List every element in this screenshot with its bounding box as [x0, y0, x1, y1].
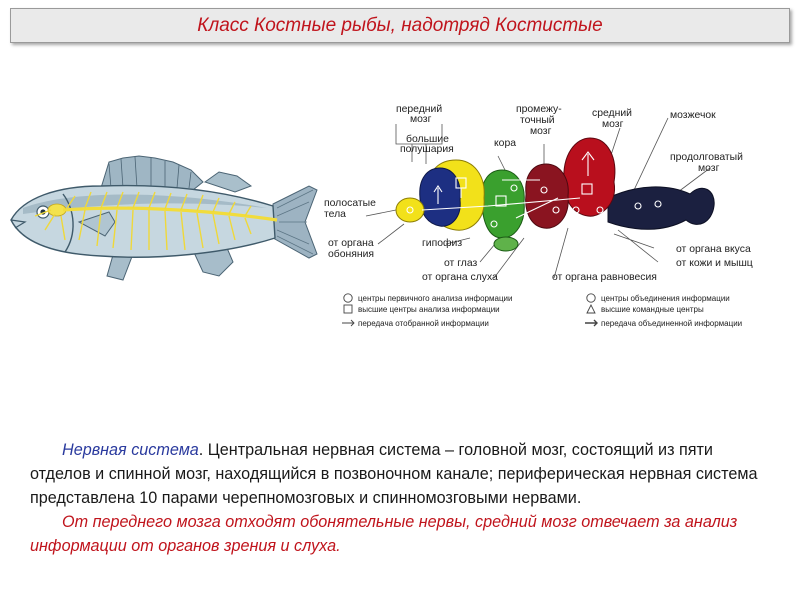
label-from-eyes: от глаз — [444, 258, 478, 269]
legend-integration-centers: центры объединения информации — [601, 294, 730, 303]
label-striatum-1: полосатые — [324, 198, 376, 209]
label-from-hearing: от органа слуха — [422, 272, 498, 283]
label-medulla-1: продолговатый — [670, 152, 743, 163]
label-medulla-2: мозг — [698, 163, 720, 174]
label-striatum-2: тела — [324, 209, 346, 220]
label-anterior-brain-2: мозг — [410, 114, 432, 125]
label-from-taste: от органа вкуса — [676, 244, 751, 255]
label-hemispheres-1: большие — [406, 134, 449, 145]
legend-transfer-selected: передача отобранной информации — [358, 319, 489, 328]
label-from-skin: от кожи и мышц — [676, 258, 753, 269]
label-midbrain-1: средний — [592, 108, 632, 119]
label-hemispheres-2: полушария — [400, 144, 454, 155]
slide-title-bar — [10, 8, 790, 43]
fish-illustration — [5, 150, 323, 290]
body-text — [30, 438, 770, 558]
label-midbrain-2: мозг — [602, 119, 624, 130]
label-olfactory-2: обоняния — [328, 249, 375, 260]
legend-higher-centers: высшие центры анализа информации — [358, 305, 500, 314]
label-pituitary: гипофиз — [422, 238, 463, 249]
label-diencephalon-1: промежу- — [516, 104, 562, 115]
paragraph-nervous-system — [30, 438, 770, 510]
label-anterior-brain-1: передний — [396, 104, 443, 115]
paragraph-forebrain-midbrain: От переднего мозга отходят обонятельные нервы, средний мозг отвечает за анализ информации от органов зрения и слуха. — [30, 513, 738, 555]
fish-brain-diagram — [318, 98, 800, 338]
legend-primary-centers: центры первичного анализа информации — [358, 294, 513, 303]
paragraph-nervous-system-text: . Центральная нервная система – головной мозг, состоящий из пяти отделов и спинной мозг, находящийся в позвоночном канале; периферическая нервная система представлена 10 парами черепномозговых и спинномозговыми нервами. — [30, 441, 758, 507]
label-from-balance: от органа равновесия — [552, 272, 657, 283]
label-cerebellum: мозжечок — [670, 110, 716, 121]
label-olfactory-1: от органа — [328, 238, 374, 249]
legend-command-centers: высшие командные центры — [601, 305, 704, 314]
label-diencephalon-2: точный — [520, 115, 555, 126]
label-diencephalon-3: мозг — [530, 126, 552, 137]
label-cortex: кора — [494, 138, 516, 149]
legend-transfer-integrated: передача объединенной информации — [601, 319, 743, 328]
term-nervous-system: Нервная система — [62, 441, 199, 459]
slide-title: Класс Костные рыбы, надотряд Костистые — [197, 14, 603, 36]
